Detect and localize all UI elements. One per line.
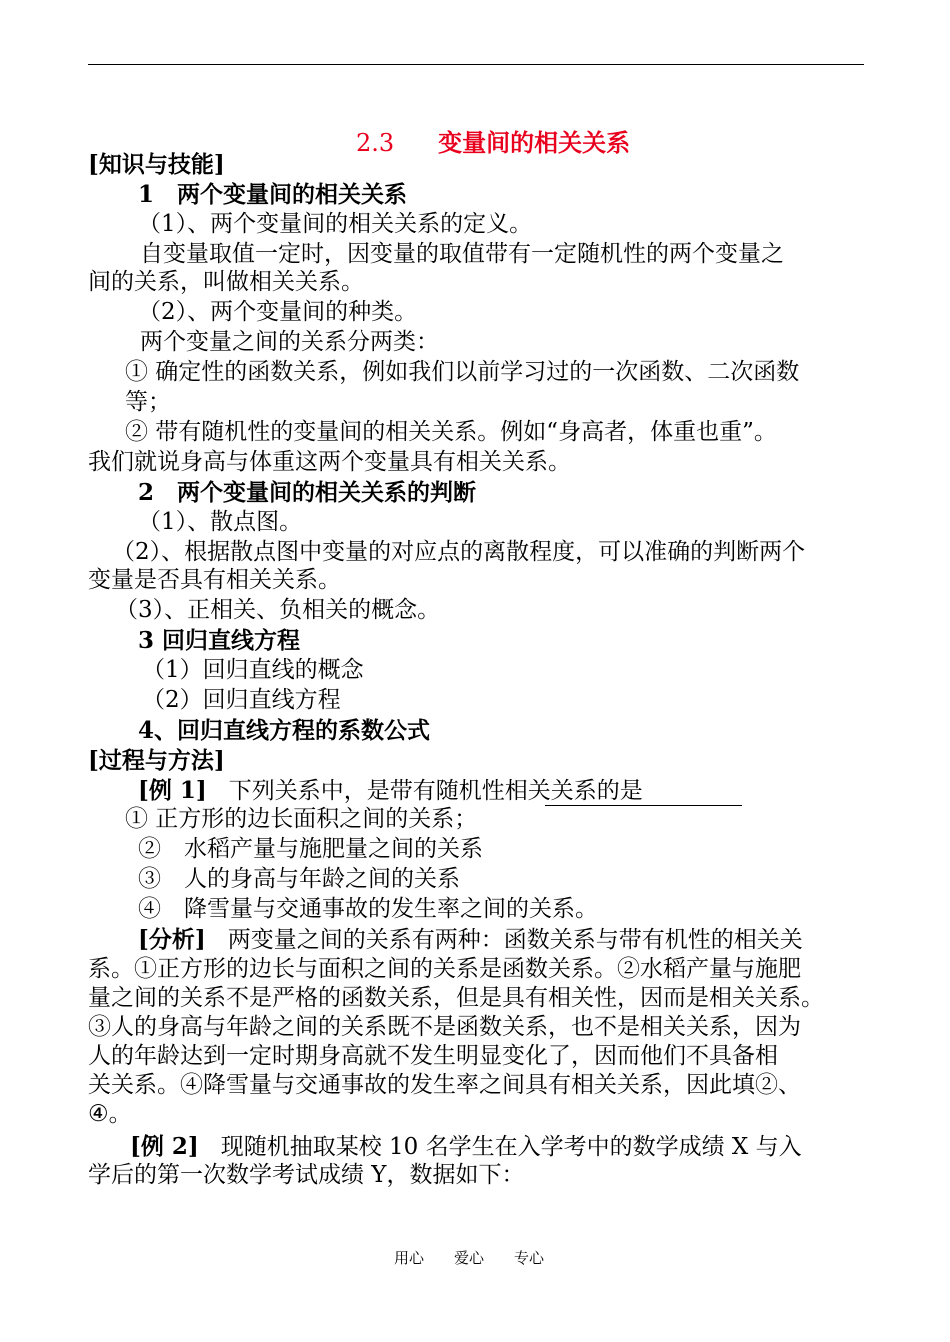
paragraph-line: （1）、两个变量间的相关关系的定义。 [138,211,533,237]
paragraph-line: （2）、两个变量间的种类。 [138,299,418,325]
paragraph-line: 两个变量之间的关系分两类： [140,329,439,355]
paragraph-line: ② 带有随机性的变量间的相关关系。例如“身高者，体重也重”。 [125,419,777,445]
footer-word: 用心 [394,1249,425,1267]
paragraph-line: 关关系。④降雪量与交通事故的发生率之间具有相关关系，因此填②、 [88,1072,801,1098]
subheading-4: 4、回归直线方程的系数公式 [138,717,431,744]
option-2: ② 水稻产量与施肥量之间的关系 [138,836,483,862]
example-1-line [138,776,643,806]
section-title [356,123,630,158]
option-1: ① 正方形的边长面积之间的关系； [125,806,478,832]
example-1-label: [例 1] [138,777,207,804]
paragraph-line: （1）回归直线的概念 [142,657,364,683]
example-1-question: 下列关系中，是带有随机性相关关系的是 [228,778,643,804]
example-2-text: 现随机抽取某校 10 名学生在入学考中的数学成绩 X 与入 [220,1134,802,1160]
paragraph-line: （2）、根据散点图中变量的对应点的离散程度，可以准确的判断两个 [112,539,806,565]
paragraph-line: ③人的身高与年龄之间的关系既不是函数关系，也不是相关关系，因为 [88,1014,801,1040]
paragraph-line: （3）、正相关、负相关的概念。 [115,597,441,623]
paragraph-line: ① 确定性的函数关系，例如我们以前学习过的一次函数、二次函数 [125,359,800,385]
analysis-line [138,925,803,955]
paragraph-line: 系。①正方形的边长与面积之间的关系是函数关系。②水稻产量与施肥 [88,956,801,982]
example-2-label: [例 2] [130,1133,199,1160]
header-rule [88,64,864,65]
paragraph-line: 人的年龄达到一定时期身高就不发生明显变化了，因而他们不具备相 [88,1043,778,1069]
analysis-text: 两变量之间的关系有两种：函数关系与带有机性的相关关 [227,927,803,953]
paragraph-line: 自变量取值一定时，因变量的取值带有一定随机性的两个变量之 [140,241,784,267]
option-3: ③ 人的身高与年龄之间的关系 [138,866,460,892]
paragraph-line: 量之间的关系不是严格的函数关系，但是具有相关性，因而是相关关系。 [88,985,824,1011]
paragraph-line: （1）、散点图。 [138,509,303,535]
example-2-line [130,1132,802,1162]
paragraph-line: 变量是否具有相关关系。 [88,567,341,593]
subheading-1: 1 两个变量间的相关关系 [138,181,408,208]
subheading-3: 3 回归直线方程 [138,627,301,654]
paragraph-line: 学后的第一次数学考试成绩 Y，数据如下： [88,1162,525,1188]
section-number: 2.3 [356,129,395,157]
paragraph-line: 我们就说身高与体重这两个变量具有相关关系。 [88,449,571,475]
paragraph-line: ④。 [88,1101,132,1127]
analysis-label: [分析] [138,926,206,953]
page-footer [394,1247,574,1268]
footer-word: 爱心 [454,1249,485,1267]
paragraph-line: （2）回归直线方程 [142,687,341,713]
option-4: ④ 降雪量与交通事故的发生率之间的关系。 [138,896,598,922]
footer-word: 专心 [514,1249,545,1267]
paragraph-line: 间的关系，叫做相关关系。 [88,269,364,295]
subheading-2: 2 两个变量间的相关关系的判断 [138,479,477,506]
heading-knowledge-skills: [知识与技能] [88,151,225,178]
heading-process-methods: [过程与方法] [88,747,225,774]
paragraph-line: 等； [125,389,171,415]
answer-blank [545,805,742,806]
section-title-text: 变量间的相关关系 [438,128,631,157]
